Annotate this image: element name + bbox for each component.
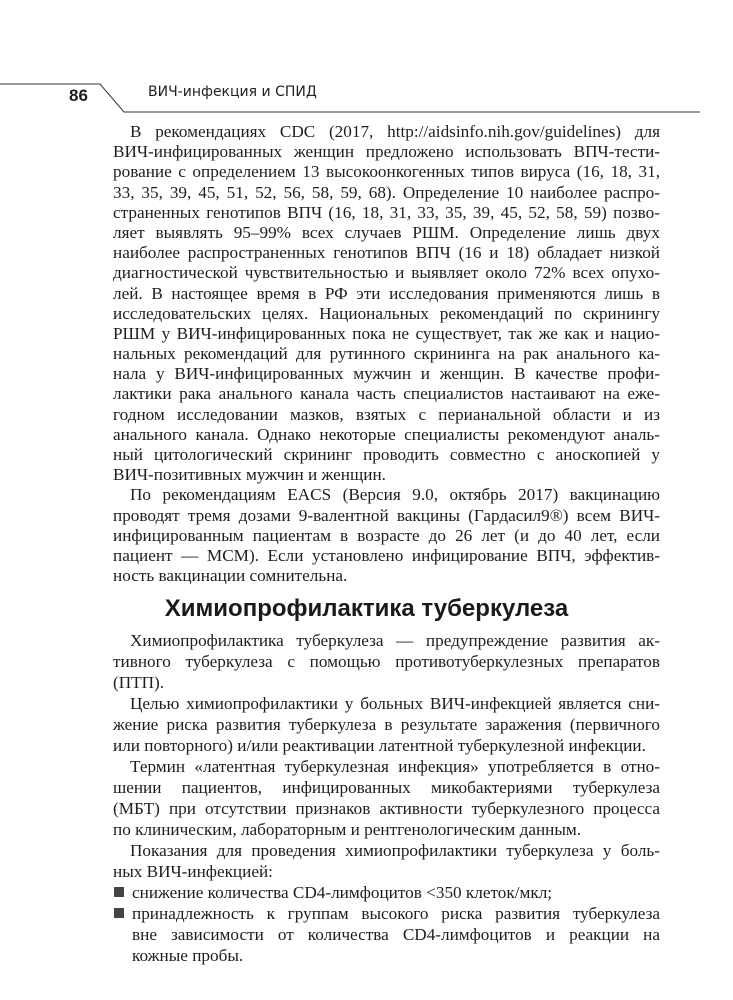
line-text: вне зависимости от количества CD4-лимфоцитов и реакции на (132, 925, 660, 944)
paragraph-line (113, 223, 660, 243)
paragraph-line (113, 777, 660, 798)
line-text: Химиопрофилактика туберкулеза — предупреждение развития ак- (130, 631, 660, 650)
paragraph-line (113, 735, 660, 756)
paragraph-line (113, 405, 660, 425)
line-text: анального канала. Однако некоторые специалисты рекомендуют аналь- (113, 424, 660, 444)
paragraph-line (113, 384, 660, 404)
line-text: наиболее распространенных генотипов ВПЧ (16 и 18) обладает низкой (113, 243, 660, 263)
bullet-line (113, 945, 660, 966)
paragraph-line (113, 651, 660, 672)
paragraph-line (113, 693, 660, 714)
paragraph-line (113, 284, 660, 304)
paragraph-line (113, 263, 660, 283)
line-text: рование с определением 13 высокоонкогенных типов вируса (16, 18, 31, (113, 162, 660, 182)
line-text: по клиническим, лабораторным и рентгенологическим данным. (113, 820, 582, 839)
line-text: нальных рекомендаций для рутинного скрининга на рак анального ка- (113, 344, 660, 364)
line-text: Термин «латентная туберкулезная инфекция» употребляется в отно- (130, 757, 660, 776)
paragraph-line (113, 445, 660, 465)
paragraph-line (113, 630, 660, 651)
line-text: Целью химиопрофилактики у больных ВИЧ-инфекцией является сни- (130, 694, 660, 713)
paragraph-line (113, 546, 660, 566)
paragraph-line (113, 819, 660, 840)
paragraph-line (113, 526, 660, 546)
square-bullet-icon (114, 908, 124, 918)
bullet-line (113, 882, 660, 903)
line-text: лей. В настоящее время в РФ эти исследования применяются лишь в (113, 283, 660, 303)
section-heading: Химиопрофилактика туберкулеза (164, 595, 569, 622)
paragraph-line (113, 672, 660, 693)
line-text: принадлежность к группам высокого риска развития туберкулеза (132, 904, 660, 923)
paragraph-line (113, 798, 660, 819)
line-text: ВИЧ-инфицированных женщин предложено использовать ВПЧ-тести- (113, 142, 660, 162)
paragraph-line (113, 162, 660, 182)
paragraph-line (113, 344, 660, 364)
line-text: ВИЧ-позитивных мужчин и женщин. (113, 465, 386, 485)
paragraph-line (113, 142, 660, 162)
paragraph-line (113, 203, 660, 223)
paragraph-line (113, 566, 660, 586)
paragraph-line (113, 861, 660, 882)
running-title: ВИЧ-инфекция и СПИД (148, 84, 317, 100)
section-hpv-text (113, 122, 660, 586)
bullet-line (113, 924, 660, 945)
paragraph-line (113, 304, 660, 324)
square-bullet-icon (114, 887, 124, 897)
line-text: тивного туберкулеза с помощью противотуберкулезных препаратов (113, 652, 660, 671)
paragraph-line (113, 364, 660, 384)
line-text: ляет выявлять 95–99% всех случаев РШМ. Определение лишь двух (113, 222, 660, 242)
line-text: пациент — МСМ). Если установлено инфицирование ВПЧ, эффектив- (113, 545, 660, 565)
paragraph-line (113, 183, 660, 203)
section-tb-text (113, 630, 660, 966)
paragraph-line (113, 840, 660, 861)
line-text: В рекомендациях CDC (2017, http://aidsinfo.nih.gov/guidelines) для (130, 122, 660, 141)
line-text: или повторного) и/или реактивации латентной туберкулезной инфекции. (113, 736, 646, 755)
paragraph-line (113, 485, 660, 505)
line-text: исследовательских целях. Национальных рекомендаций по скринингу (113, 303, 660, 323)
paragraph-line (113, 122, 660, 142)
paragraph-line (113, 756, 660, 777)
paragraph-line (113, 425, 660, 445)
bullet-line (113, 903, 660, 924)
line-text: РШМ у ВИЧ-инфицированных пока не существует, так же как и нацио- (113, 323, 660, 343)
line-text: лактики рака анального канала часть специалистов настаивают на еже- (113, 384, 660, 404)
line-text: диагностической чувствительностью и выявляет около 72% всех опухо- (113, 263, 660, 283)
line-text: проводят тремя дозами 9-валентной вакцины (Гардасил9®) всем ВИЧ- (113, 505, 660, 525)
page-number: 86 (69, 86, 88, 105)
paragraph-line (113, 324, 660, 344)
line-text: ность вакцинации сомнительна. (113, 566, 348, 586)
line-text: (МБТ) при отсутствии признаков активности туберкулезного процесса (113, 799, 660, 818)
line-text: ный цитологический скрининг проводить совместно с аноскопией у (113, 445, 660, 464)
line-text: снижение количества CD4-лимфоцитов <350 клеток/мкл; (132, 883, 553, 902)
header-rule (0, 0, 733, 120)
line-text: жение риска развития туберкулеза в результате заражения (первичного (113, 715, 660, 734)
paragraph-line (113, 243, 660, 263)
line-text: (ПТП). (113, 673, 165, 692)
line-text: инфицированным пациентам в возрасте до 26 лет (и до 40 лет, если (113, 525, 660, 545)
line-text: страненных генотипов ВПЧ (16, 18, 31, 33, 35, 39, 45, 52, 58, 59) позво- (113, 202, 660, 222)
line-text: По рекомендациям EACS (Версия 9.0, октябрь 2017) вакцинацию (130, 485, 660, 505)
line-text: кожные пробы. (132, 946, 244, 965)
paragraph-line (113, 714, 660, 735)
line-text: Показания для проведения химиопрофилактики туберкулеза у боль- (130, 841, 660, 860)
line-text: ных ВИЧ-инфекцией: (113, 862, 273, 881)
line-text: 33, 35, 39, 45, 51, 52, 56, 58, 59, 68). Определение 10 наиболее распро- (113, 182, 660, 202)
line-text: годном исследовании мазков, взятых с перианальной области и из (113, 404, 660, 424)
line-text: шении пациентов, инфицированных микобактериями туберкулеза (113, 778, 660, 797)
paragraph-line (113, 465, 660, 485)
paragraph-line (113, 506, 660, 526)
line-text: нала у ВИЧ-инфицированных мужчин и женщин. В качестве профи- (113, 364, 660, 384)
